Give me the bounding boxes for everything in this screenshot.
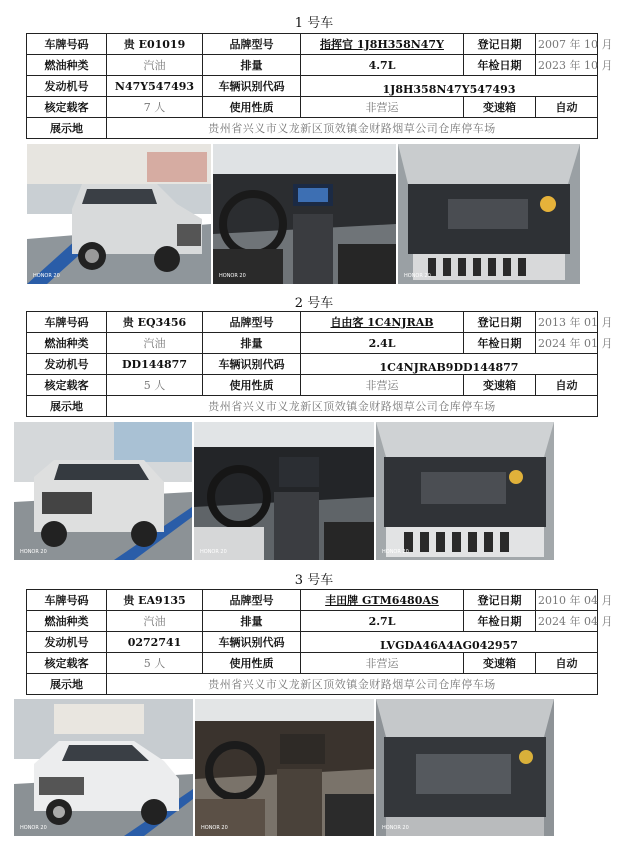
- fuel-value: 汽油: [107, 55, 203, 76]
- car-2-engine-photo: [376, 422, 554, 560]
- car-3-engine-photo: [376, 699, 554, 836]
- fuel-label: 燃油种类: [27, 611, 107, 632]
- car-1-title: 1 号车: [294, 16, 334, 31]
- camera-watermark: HONOR 20: [20, 549, 47, 555]
- vin-value: LVGDA46A4AG042957: [301, 632, 598, 653]
- plate-label: 车牌号码: [27, 34, 107, 55]
- engine-label: 发动机号: [27, 354, 107, 375]
- location-label: 展示地: [27, 674, 107, 695]
- seats-label: 核定载客: [27, 653, 107, 674]
- usage-label: 使用性质: [203, 97, 301, 118]
- engine-label: 发动机号: [27, 632, 107, 653]
- plate-value: 贵 EA9135: [107, 590, 203, 611]
- seats-label: 核定载客: [27, 97, 107, 118]
- brand-value: 指挥官 1J8H358N47Y: [301, 34, 464, 55]
- vin-value: 1J8H358N47Y547493: [301, 76, 598, 97]
- reg-date-label: 登记日期: [464, 34, 536, 55]
- usage-label: 使用性质: [203, 653, 301, 674]
- camera-watermark: HONOR 20: [382, 825, 409, 831]
- gearbox-label: 变速箱: [464, 97, 536, 118]
- car-1-exterior-photo: [27, 144, 211, 284]
- displacement-value: 4.7L: [301, 55, 464, 76]
- camera-watermark: HONOR 20: [382, 549, 409, 555]
- reg-date-value: 2013 年 01 月: [536, 312, 598, 333]
- vin-label: 车辆识别代码: [203, 76, 301, 97]
- displacement-value: 2.4L: [301, 333, 464, 354]
- camera-watermark: HONOR 20: [219, 273, 246, 279]
- engine-label: 发动机号: [27, 76, 107, 97]
- reg-date-value: 2007 年 10 月: [536, 34, 598, 55]
- car-3-info-table: [26, 589, 613, 695]
- camera-watermark: HONOR 20: [33, 273, 60, 279]
- seats-value: 7 人: [107, 97, 203, 118]
- displacement-label: 排量: [203, 611, 301, 632]
- inspect-label: 年检日期: [464, 333, 536, 354]
- vin-label: 车辆识别代码: [203, 632, 301, 653]
- inspect-label: 年检日期: [464, 55, 536, 76]
- seats-value: 5 人: [107, 653, 203, 674]
- fuel-label: 燃油种类: [27, 333, 107, 354]
- location-label: 展示地: [27, 396, 107, 417]
- camera-watermark: HONOR 20: [404, 273, 431, 279]
- gearbox-label: 变速箱: [464, 653, 536, 674]
- reg-date-value: 2010 年 04 月: [536, 590, 598, 611]
- brand-label: 品牌型号: [203, 34, 301, 55]
- car-1-interior-photo: [213, 144, 396, 284]
- camera-watermark: HONOR 20: [200, 549, 227, 555]
- car-2-title: 2 号车: [294, 296, 334, 311]
- car-3-title: 3 号车: [294, 573, 334, 588]
- car-2-info-table: [26, 311, 613, 417]
- car-1-info-table: [26, 33, 613, 139]
- brand-value: 丰田牌 GTM6480AS: [301, 590, 464, 611]
- usage-value: 非营运: [301, 653, 464, 674]
- seats-value: 5 人: [107, 375, 203, 396]
- car-3-exterior-photo: [14, 699, 193, 836]
- engine-value: 0272741: [107, 632, 203, 653]
- location-value: 贵州省兴义市义龙新区顶效镇金财路烟草公司仓库停车场: [107, 396, 598, 417]
- car-1-engine-photo: [398, 144, 580, 284]
- seats-label: 核定载客: [27, 375, 107, 396]
- displacement-label: 排量: [203, 55, 301, 76]
- engine-value: N47Y547493: [107, 76, 203, 97]
- gearbox-label: 变速箱: [464, 375, 536, 396]
- vin-label: 车辆识别代码: [203, 354, 301, 375]
- inspect-value: 2024 年 01 月: [536, 333, 598, 354]
- inspect-value: 2024 年 04 月: [536, 611, 598, 632]
- location-label: 展示地: [27, 118, 107, 139]
- car-2-exterior-photo: [14, 422, 192, 560]
- plate-value: 贵 EQ3456: [107, 312, 203, 333]
- gearbox-value: 自动: [536, 375, 598, 396]
- plate-value: 贵 E01019: [107, 34, 203, 55]
- inspect-label: 年检日期: [464, 611, 536, 632]
- car-3-interior-photo: [195, 699, 374, 836]
- usage-label: 使用性质: [203, 375, 301, 396]
- brand-label: 品牌型号: [203, 312, 301, 333]
- camera-watermark: HONOR 20: [201, 825, 228, 831]
- reg-date-label: 登记日期: [464, 312, 536, 333]
- engine-value: DD144877: [107, 354, 203, 375]
- plate-label: 车牌号码: [27, 590, 107, 611]
- displacement-label: 排量: [203, 333, 301, 354]
- fuel-value: 汽油: [107, 333, 203, 354]
- location-value: 贵州省兴义市义龙新区顶效镇金财路烟草公司仓库停车场: [107, 674, 598, 695]
- vin-value: 1C4NJRAB9DD144877: [301, 354, 598, 375]
- brand-value: 自由客 1C4NJRAB: [301, 312, 464, 333]
- plate-label: 车牌号码: [27, 312, 107, 333]
- gearbox-value: 自动: [536, 97, 598, 118]
- camera-watermark: HONOR 20: [20, 825, 47, 831]
- inspect-value: 2023 年 10 月: [536, 55, 598, 76]
- gearbox-value: 自动: [536, 653, 598, 674]
- usage-value: 非营运: [301, 97, 464, 118]
- brand-label: 品牌型号: [203, 590, 301, 611]
- fuel-value: 汽油: [107, 611, 203, 632]
- location-value: 贵州省兴义市义龙新区顶效镇金财路烟草公司仓库停车场: [107, 118, 598, 139]
- usage-value: 非营运: [301, 375, 464, 396]
- fuel-label: 燃油种类: [27, 55, 107, 76]
- car-2-interior-photo: [194, 422, 374, 560]
- displacement-value: 2.7L: [301, 611, 464, 632]
- reg-date-label: 登记日期: [464, 590, 536, 611]
